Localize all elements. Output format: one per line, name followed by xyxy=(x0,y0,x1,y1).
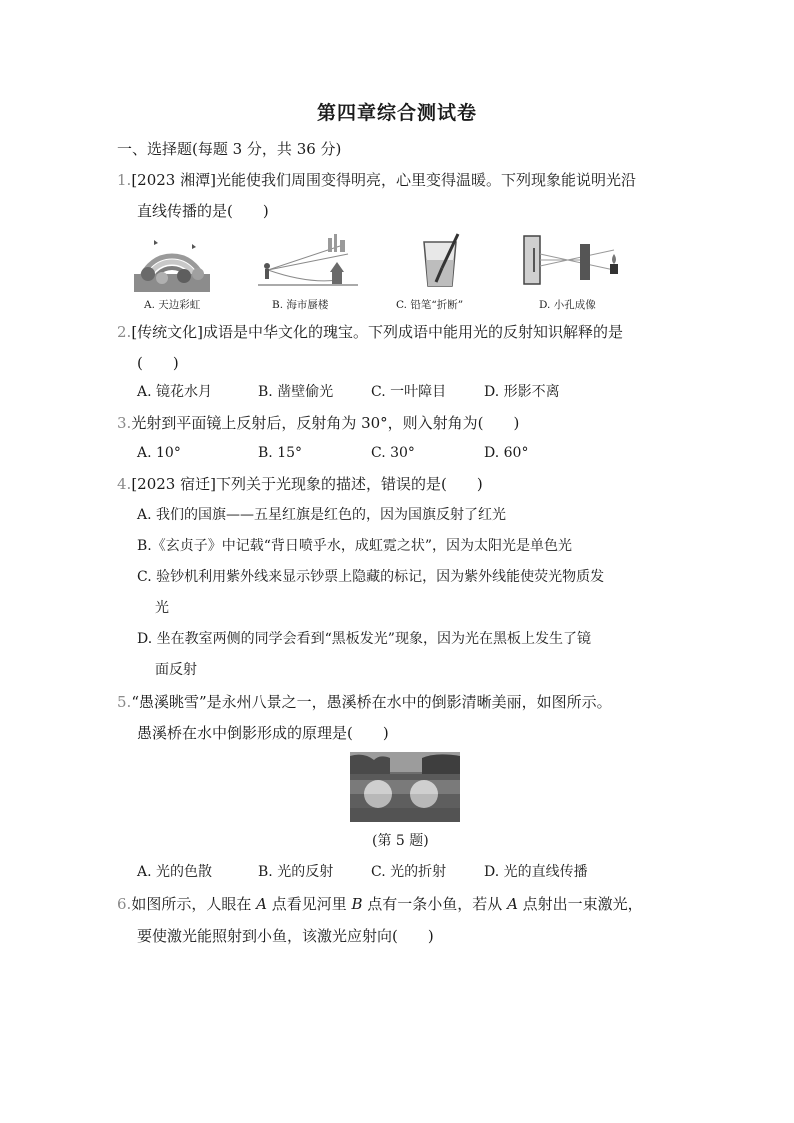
q4-option-b: B.《玄贞子》中记载“背日喷乎水，成虹霓之状”，因为太阳光是单色光 xyxy=(137,538,573,554)
q5-option-a: A. 光的色散 xyxy=(137,864,213,880)
point-b-label: B xyxy=(351,895,363,913)
q4-option-d-cont: 面反射 xyxy=(155,662,197,678)
caption-a: A. 天边彩虹 xyxy=(144,299,201,311)
question-text: “愚溪眺雪”是永州八景之一，愚溪桥在水中的倒影清晰美丽，如图所示。 xyxy=(131,693,612,711)
bridge-photo xyxy=(350,752,460,822)
question-text: [2023 宿迁]下列关于光现象的描述，错误的是( ) xyxy=(131,475,483,493)
q2-option-b: B. 凿壁偷光 xyxy=(258,384,334,400)
question-4 xyxy=(117,474,483,494)
caption-c: C. 铅笔“折断” xyxy=(396,299,464,311)
question-text: [传统文化]成语是中华文化的瑰宝。下列成语中能用光的反射知识解释的是 xyxy=(131,323,624,341)
question-5 xyxy=(117,692,612,712)
rainbow-figure xyxy=(134,230,210,292)
question-3 xyxy=(117,413,519,433)
q3-option-a: A. 10° xyxy=(137,445,181,461)
mirage-figure xyxy=(258,232,358,292)
q5-option-b: B. 光的反射 xyxy=(258,864,334,880)
question-number: 1. xyxy=(117,171,132,189)
pinhole-imaging-figure xyxy=(520,234,630,290)
question-text-part: 如图所示，人眼在 xyxy=(131,895,257,913)
question-number: 4. xyxy=(117,475,132,493)
question-2-line2: ( ) xyxy=(137,354,179,372)
question-number: 3. xyxy=(117,414,132,432)
question-text-part: 点看见河里 xyxy=(266,895,352,913)
question-text-part: 点有一条小鱼，若从 xyxy=(362,895,508,913)
q4-option-a: A. 我们的国旗——五星红旗是红色的，因为国旗反射了红光 xyxy=(137,507,507,523)
q2-option-a: A. 镜花水月 xyxy=(137,384,213,400)
question-number: 2. xyxy=(117,323,132,341)
q4-option-d: D. 坐在教室两侧的同学会看到“黑板发光”现象，因为光在黑板上发生了镜 xyxy=(137,631,591,647)
q3-option-b: B. 15° xyxy=(258,445,303,461)
q2-option-c: C. 一叶障目 xyxy=(371,384,447,400)
question-number: 5. xyxy=(117,693,132,711)
point-a-label: A xyxy=(256,895,267,913)
q2-option-d: D. 形影不离 xyxy=(484,384,560,400)
question-2 xyxy=(117,322,623,342)
pencil-in-water-figure xyxy=(418,230,464,292)
question-6-line2: 要使激光能照射到小鱼，该激光应射向( ) xyxy=(137,927,434,945)
q5-option-d: D. 光的直线传播 xyxy=(484,864,588,880)
q3-option-d: D. 60° xyxy=(484,445,529,461)
question-1 xyxy=(117,170,636,190)
question-text-part: 点射出一束激光， xyxy=(517,895,643,913)
q4-option-c-cont: 光 xyxy=(155,600,169,616)
question-6 xyxy=(117,894,643,914)
q4-option-c: C. 验钞机利用紫外线来显示钞票上隐藏的标记，因为紫外线能使荧光物质发 xyxy=(137,569,605,585)
question-text: [2023 湘潭]光能使我们周围变得明亮，心里变得温暖。下列现象能说明光沿 xyxy=(131,171,636,189)
q3-option-c: C. 30° xyxy=(371,445,415,461)
question-5-line2: 愚溪桥在水中倒影形成的原理是( ) xyxy=(137,724,389,742)
caption-d: D. 小孔成像 xyxy=(539,299,596,311)
figure-5-caption: (第 5 题) xyxy=(372,833,429,849)
page-title: 第四章综合测试卷 xyxy=(316,102,477,124)
point-a-label: A xyxy=(507,895,518,913)
q5-option-c: C. 光的折射 xyxy=(371,864,447,880)
section-heading: 一、选择题(每题 3 分，共 36 分) xyxy=(117,140,342,158)
question-1-line2: 直线传播的是( ) xyxy=(137,202,269,220)
question-number: 6. xyxy=(117,895,132,913)
question-text: 光射到平面镜上反射后，反射角为 30°，则入射角为( ) xyxy=(131,414,520,432)
caption-b: B. 海市蜃楼 xyxy=(272,299,329,311)
